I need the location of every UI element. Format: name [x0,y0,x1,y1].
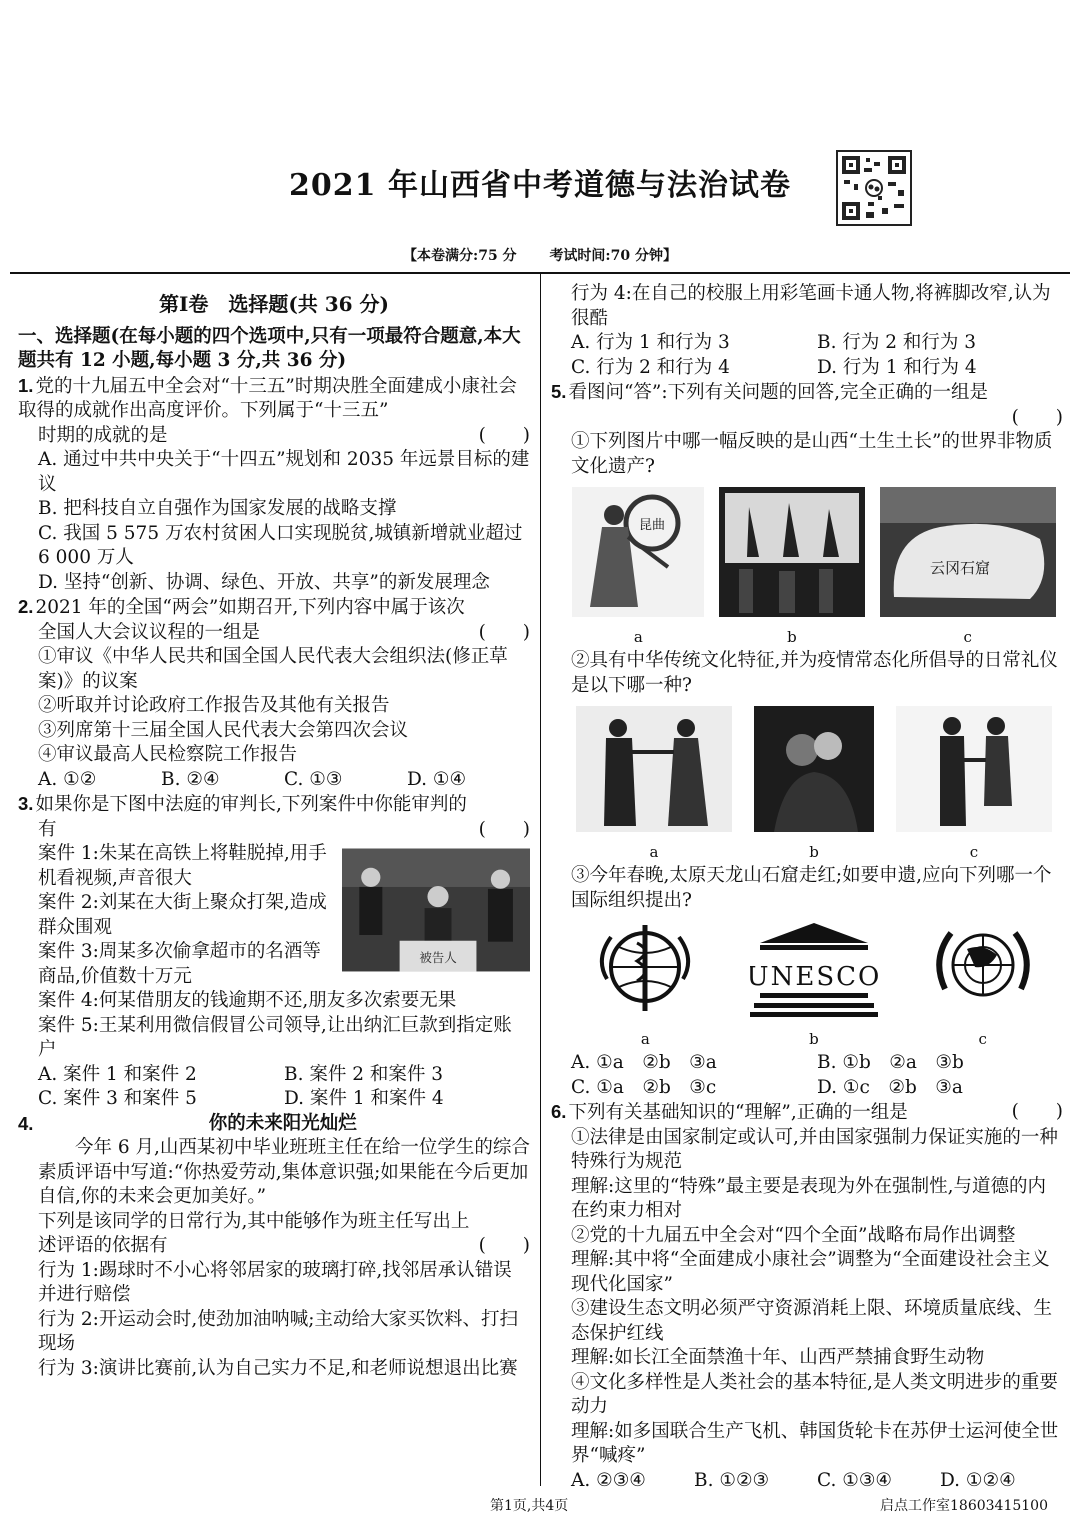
q5-sub3-images [551,919,1063,1051]
question-2 [18,595,530,792]
q3-case: 案件 1:朱某在高铁上将鞋脱掉,用手机看视频,声音很大 [38,843,327,889]
q6-item: ②党的十九届五中全会对“四个全面”战略布局作出调整 [571,1224,1016,1246]
q5-sub2-images [551,706,1063,864]
q3-option-a[interactable]: A. 案件 1 和案件 2 [38,1063,197,1085]
q6-item: ①法律是由国家制定或认可,并由国家强制力保证实施的一种特殊行为规范 [571,1126,1058,1172]
q5-sub2: ②具有中华传统文化特征,并为疫情常态化所倡导的日常礼仪是以下哪一种? [571,650,1058,696]
kunqu-label: 昆曲 [639,518,666,533]
q1-option-a[interactable]: A. 通过中共中央关于“十四五”规划和 2035 年远景目标的建议 [38,449,530,495]
q2-option-b[interactable]: B. ②④ [161,768,220,790]
q1-stem: 党的十九届五中全会对“十三五”时期决胜全面建成小康社会取得的成就作出高度评价。下列属于“十三五” [18,375,517,421]
q4-stem-end: 述评语的依据有 [38,1235,168,1256]
q2-option-c[interactable]: C. ①③ [284,768,343,790]
q5-sub2-caption-c: c [969,842,979,861]
q4-passage: 今年 6 月,山西某初中毕业班班主任在给一位学生的综合素质评语中写道:“你热爱劳动,集体意识强;如果能在今后更加自信,你的未来会更加美好。” [38,1137,530,1207]
q4-heading: 你的未来阳光灿烂 [208,1112,357,1134]
yungang-label: 云冈石窟 [929,559,990,577]
q5-sub1-caption-b: b [787,627,797,646]
q4-number: 4. [18,1112,34,1134]
q5-sub1-caption-c: c [963,627,972,646]
q4-option-a[interactable]: A. 行为 1 和行为 3 [571,332,730,353]
q3-case: 案件 2:刘某在大街上聚众打架,造成群众围观 [38,892,327,938]
q5-sub3-item-c [927,919,1039,1051]
q6-item: 理解:这里的“特殊”最主要是表现为外在强制性,与道德的内在约束力相对 [571,1175,1047,1221]
q3-option-d[interactable]: D. 案件 1 和案件 4 [284,1088,444,1109]
q3-stem: 如果你是下图中法庭的审判长,下列案件中你能审判的 [35,794,467,815]
who-logo-icon [589,919,701,1019]
q1-option-c[interactable]: C. 我国 5 575 万农村贫困人口实现脱贫,城镇新增就业超过 6 000 万人 [38,522,523,568]
q5-sub2-caption-a: a [649,842,659,861]
kunqu-opera-image [572,487,704,617]
unesco-logo-icon [750,919,878,1019]
q5-answer-bracket[interactable]: ( ) [1011,406,1063,428]
shadow-puppet-image [719,487,865,617]
q5-sub3-item-b [750,919,878,1051]
q6-item: 理解:如多国联合生产飞机、韩国货轮卡在苏伊士运河使全世界“喊疼” [571,1420,1059,1466]
q5-sub2-caption-b: b [809,842,819,861]
q4-option-d[interactable]: D. 行为 1 和行为 4 [817,356,977,378]
q3-case: 案件 3:周某多次偷拿超市的名酒等商品,价值数十万元 [38,941,321,987]
q5-stem: 看图问“答”:下列有关问题的回答,完全正确的一组是 [568,382,988,403]
q4-act: 行为 3:演讲比赛前,认为自己实力不足,和老师说想退出比赛 [38,1357,518,1379]
exam-meta [0,245,1080,265]
q2-item: ③列席第十三届全国人民代表大会第四次会议 [38,719,409,741]
question-3 [18,792,530,1112]
q5-sub1-item-a [572,487,704,649]
q5-sub1-images [551,487,1063,649]
q3-case: 案件 4:何某借朋友的钱逾期不还,朋友多次索要无果 [38,990,457,1011]
q2-item: ①审议《中华人民共和国全国人民代表大会组织法(修正草案)》的议案 [38,646,508,692]
q2-stem-end: 全国人大会议议程的一组是 [38,621,261,643]
q6-item: 理解:如长江全面禁渔十年、山西严禁捕食野生动物 [571,1347,985,1368]
q5-sub3-item-a [589,919,701,1051]
q4-act: 行为 1:踢球时不小心将邻居家的玻璃打碎,找邻居承认错误并进行赔偿 [38,1259,512,1305]
q4-answer-bracket[interactable]: ( ) [478,1235,530,1256]
q6-stem: 下列有关基础知识的“理解”,正确的一组是 [568,1102,908,1123]
q5-sub3-caption-c: c [978,1029,987,1048]
q5-sub1-item-b [719,487,865,649]
right-column [551,282,1063,1493]
column-divider [540,274,541,1486]
q5-sub3-caption-a: a [640,1029,650,1048]
section-title: 第Ⅰ卷 选择题(共 36 分) [158,292,390,316]
q6-number: 6. [551,1101,567,1122]
q5-sub2-item-c [896,706,1052,864]
courtroom-photo [342,846,530,974]
q2-number: 2. [18,596,34,617]
q5-sub1-item-c [880,487,1056,649]
q1-answer-bracket[interactable]: ( ) [478,424,530,446]
q5-sub1-caption-a: a [633,627,643,646]
q2-answer-bracket[interactable]: ( ) [478,621,530,643]
question-6 [551,1100,1063,1493]
q5-option-c[interactable]: C. ①a ②b ③c [571,1076,717,1098]
qr-code-icon [836,150,912,226]
full-score: 【本卷满分:75 分 [403,248,517,264]
question-5 [551,380,1063,1100]
q5-number: 5. [551,381,567,402]
q6-option-a[interactable]: A. ②③④ [571,1469,646,1491]
q2-option-d[interactable]: D. ①④ [407,768,467,790]
q1-option-d[interactable]: D. 坚持“创新、协调、绿色、开放、共享”的新发展理念 [38,571,490,593]
studio-credit: 启点工作室18603415100 [880,1498,1048,1514]
section-instructions: 一、选择题(在每小题的四个选项中,只有一项最符合题意,本大题共有 12 小题,每小题 3 分,共 36 分) [18,325,521,371]
left-column [18,290,530,1381]
unesco-label: UNESCO [749,962,878,992]
q2-stem: 2021 年的全国“两会”如期召开,下列内容中属于该次 [35,597,465,618]
hugging-etiquette-image [754,706,874,832]
question-4 [18,1112,530,1382]
q1-number: 1. [18,374,34,396]
yungang-grottoes-image [880,487,1056,617]
q1-option-b[interactable]: B. 把科技自立自强作为国家发展的战略支撑 [38,498,397,519]
q5-sub2-item-a [576,706,732,864]
q6-item: 理解:其中将“全面建成小康社会”调整为“全面建设社会主义现代化国家” [571,1249,1050,1295]
q1-stem-end: 时期的成就的是 [38,424,168,446]
q3-case: 案件 5:王某利用微信假冒公司领导,让出纳汇巨款到指定账户 [38,1014,512,1060]
exam-title: 2021 年山西省中考道德与法治试卷 [289,168,791,203]
handshake-etiquette-image [896,706,1052,832]
q5-sub3-caption-b: b [809,1029,819,1048]
q4-act: 行为 4:在自己的校服上用彩笔画卡通人物,将裤脚改窄,认为很酷 [571,283,1051,329]
q4-stem: 下列是该同学的日常行为,其中能够作为班主任写出上 [38,1210,470,1232]
q6-answer-bracket[interactable]: ( ) [1011,1101,1063,1122]
q3-stem-end: 有 [38,818,57,840]
page-number: 第1页,共4页 [490,1498,569,1514]
q6-option-d[interactable]: D. ①②④ [940,1469,1016,1491]
q3-answer-bracket[interactable]: ( ) [478,818,530,840]
q2-item: ②听取并讨论政府工作报告及其他有关报告 [38,695,390,716]
q5-option-b[interactable]: B. ①b ②a ③b [817,1052,964,1073]
q5-option-a[interactable]: A. ①a ②b ③a [571,1052,717,1073]
q6-item: ④文化多样性是人类社会的基本特征,是人类文明进步的重要动力 [571,1371,1058,1417]
q2-option-a[interactable]: A. ①② [38,768,97,790]
q5-sub1: ①下列图片中哪一幅反映的是山西“土生土长”的世界非物质文化遗产? [571,431,1053,477]
defendant-label: 被告人 [419,949,457,965]
q6-item: ③建设生态文明必须严守资源消耗上限、环境质量底线、生态保护红线 [571,1298,1053,1344]
q4-option-c[interactable]: C. 行为 2 和行为 4 [571,356,730,378]
q3-option-c[interactable]: C. 案件 3 和案件 5 [38,1088,197,1109]
q4-act: 行为 2:开运动会时,使劲加油呐喊;主动给大家买饮料、打扫现场 [38,1308,518,1354]
q5-option-d[interactable]: D. ①c ②b ③a [817,1076,963,1098]
bowing-etiquette-image [576,706,732,832]
q6-option-b[interactable]: B. ①②③ [694,1469,770,1491]
q5-sub3: ③今年春晚,太原天龙山石窟走红;如要申遗,应向下列哪一个国际组织提出? [571,865,1052,911]
un-logo-icon [927,919,1039,1019]
q6-option-c[interactable]: C. ①③④ [817,1469,893,1491]
q4-option-b[interactable]: B. 行为 2 和行为 3 [817,332,977,353]
q2-item: ④审议最高人民检察院工作报告 [38,744,298,765]
q5-sub2-item-b [754,706,874,864]
q3-number: 3. [18,793,34,814]
exam-time: 考试时间:70 分钟】 [549,248,677,264]
q3-option-b[interactable]: B. 案件 2 和案件 3 [284,1063,444,1085]
question-1 [18,374,530,596]
